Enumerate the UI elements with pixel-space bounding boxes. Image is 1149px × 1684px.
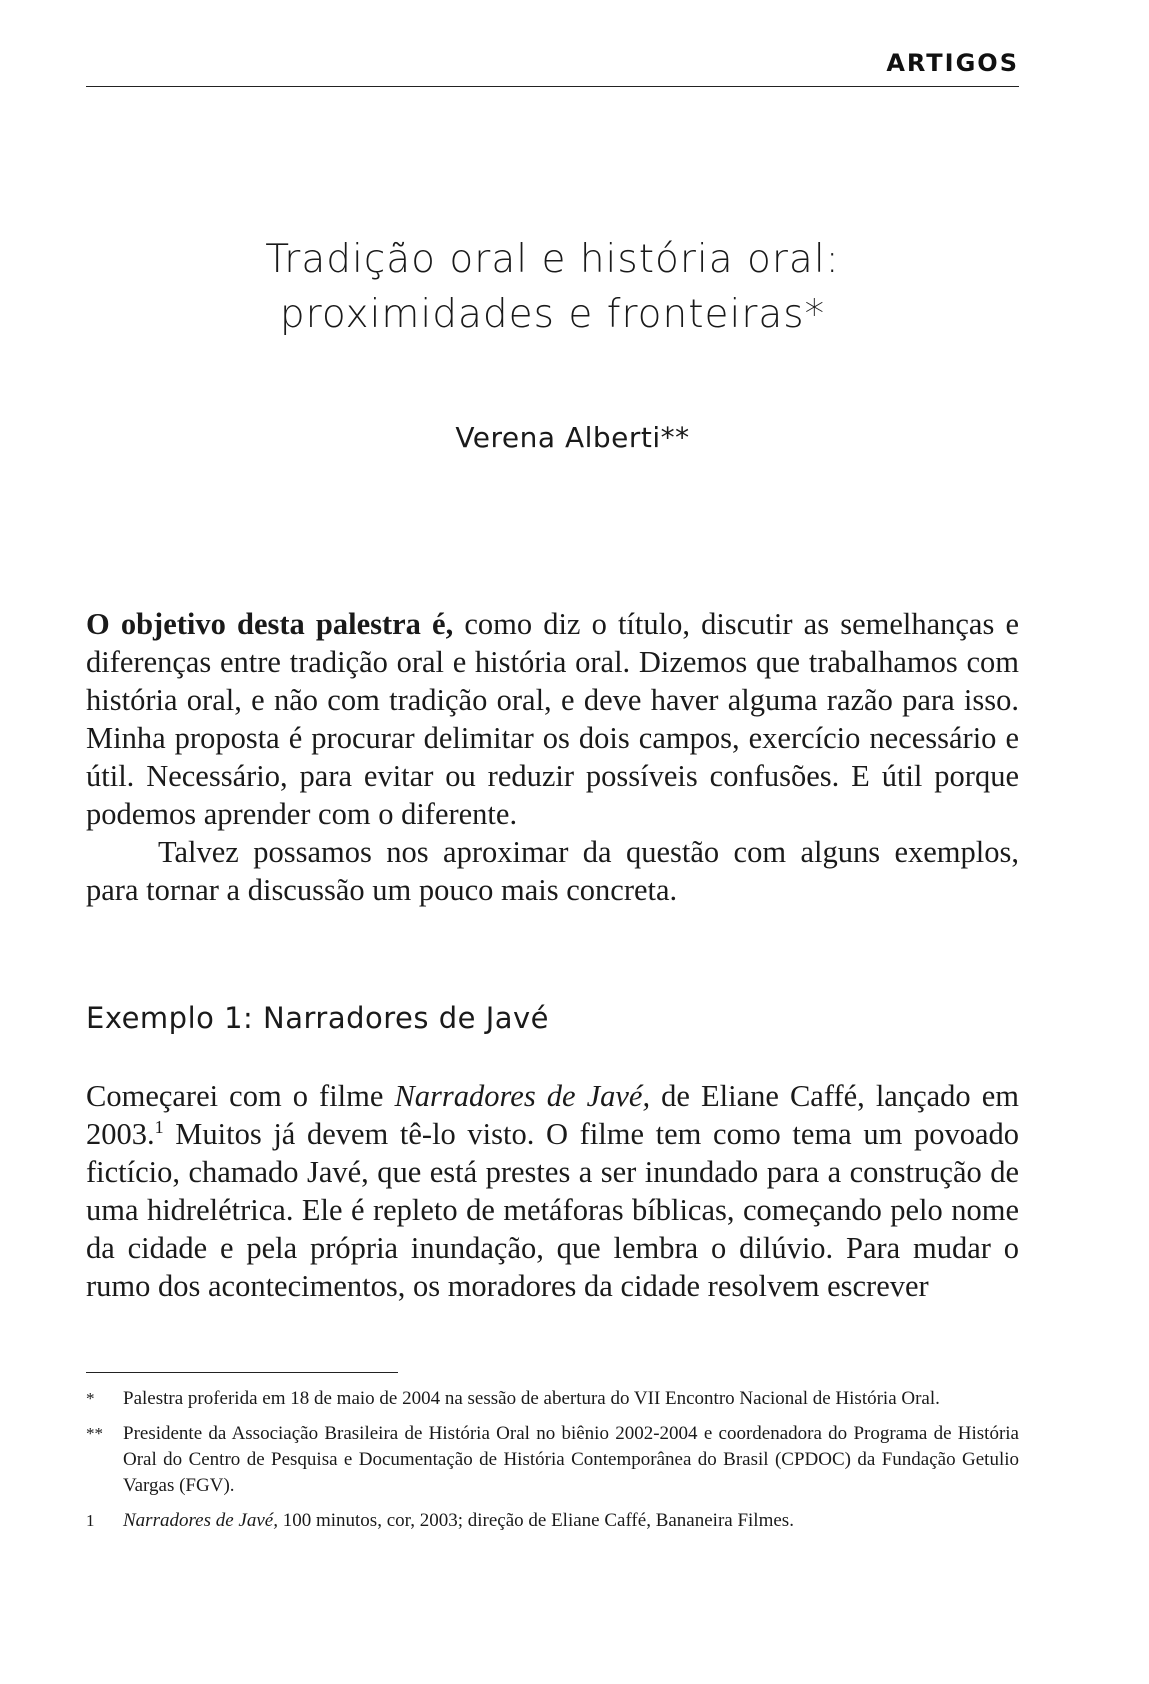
footnote-item: [86, 1386, 1019, 1412]
footnote-text-rest: 100 minutos, cor, 2003; direção de Eliane Caffé, Bananeira Filmes.: [277, 1510, 794, 1531]
section-paragraph-1: [86, 1077, 1019, 1305]
footnote-film-title: Narradores de Javé,: [123, 1510, 278, 1531]
footnote-mark: *: [86, 1389, 95, 1408]
intro-section: [86, 605, 1019, 909]
section-heading: Exemplo 1: Narradores de Javé: [86, 1001, 550, 1035]
footnote-mark: **: [86, 1424, 103, 1443]
footnote-mark: 1: [86, 1511, 95, 1530]
intro-paragraph-1: [86, 605, 1019, 833]
article-title-line-2: proximidades e fronteiras*: [279, 292, 826, 337]
article-title-line-1: Tradição oral e história oral:: [265, 237, 840, 282]
footnote-item: [86, 1508, 1019, 1534]
intro-paragraph-1-text: como diz o título, discutir as semelhanças e diferenças entre tradição oral e história oral. Dizemos que trabalhamos com história oral, e não com tradição oral, e deve haver alguma razão para isso. Minha proposta é procurar delimitar os dois campos, exercício necessário e útil. Necessário, para evitar ou reduzir possíveis confusões. E útil porque podemos aprender com o diferente.: [86, 607, 1019, 831]
author-name: Verena Alberti**: [455, 421, 690, 454]
section-p1-part-a: Começarei com o filme: [86, 1079, 395, 1113]
footnote-text: [123, 1508, 1019, 1534]
film-title: Narradores de Javé,: [394, 1079, 651, 1113]
section-p1-part-b: de Eliane Caffé, lançado em 2003.: [86, 1079, 1019, 1151]
footnote-reference-1[interactable]: 1: [154, 1116, 164, 1137]
footnote-text: Palestra proferida em 18 de maio de 2004 na sessão de abertura do VII Encontro Nacional de História Oral.: [123, 1388, 940, 1409]
footnotes: [86, 1386, 1019, 1543]
footnote-text: Presidente da Associação Brasileira de História Oral no biênio 2002-2004 e coordenadora do Programa de História Oral do Centro de Pesquisa e Documentação de História Contemporânea do Brasil (CPDOC) da Fundação Getulio Vargas (FGV).: [123, 1423, 1019, 1496]
section-p1-part-c: Muitos já devem tê-lo visto. O filme tem como tema um povoado fictício, chamado Javé, que está prestes a ser inundado para a construção de uma hidrelétrica. Ele é repleto de metáforas bíblicas, começando pelo nome da cidade e pela própria inundação, que lembra o dilúvio. Para mudar o rumo dos acontecimentos, os moradores da cidade resolvem escrever: [86, 1117, 1019, 1303]
footnote-item: [86, 1421, 1019, 1499]
intro-lead-bold: O objetivo desta palestra é,: [86, 607, 454, 641]
running-head: ARTIGOS: [86, 48, 1019, 87]
article-title: [86, 232, 1019, 342]
footnote-divider: [86, 1372, 398, 1373]
section-body: [86, 1077, 1019, 1305]
intro-paragraph-2: Talvez possamos nos aproximar da questão com alguns exemplos, para tornar a discussão um pouco mais concreta.: [86, 835, 1019, 907]
